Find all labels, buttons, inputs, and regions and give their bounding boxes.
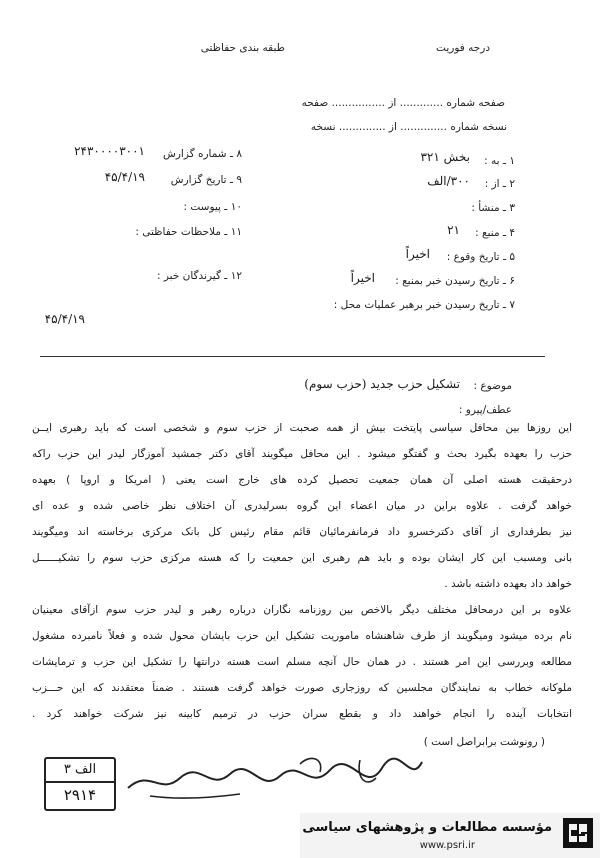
body-line: ملوکانه خطاب به نمایندگان مجلسین که روزجاری صورت خواهد گرفت هستند . ضمناً معتقدند که این حـــزب xyxy=(32,682,572,694)
subject-label: موضوع : xyxy=(473,380,512,392)
bottom-date: ۴۵/۴/۱۹ xyxy=(44,312,85,326)
institute-name: مؤسسه مطالعات و پژوهشهای سیاسی xyxy=(302,820,552,835)
body-line: نام برده میشود ومیگویند از طرف شاهنشاه ماموریت تشکیل این حزب بایشان محول شده و فعلاً نامبرده مشغول xyxy=(32,630,572,642)
page-number-field: صفحه شماره ............. از ................ صفحه xyxy=(301,97,505,109)
institute-url: www.psri.ir xyxy=(419,840,475,851)
origin-label: ۳ ـ منشأ : xyxy=(471,202,515,214)
body-line: خواهد گرفت . علاوه براین در میان اعضاء این گروه بسرلیدری آن اختلاف نظر خاصی شده و عده ای xyxy=(32,500,572,512)
to-label: ۱ ـ به : xyxy=(484,155,515,167)
header-separator xyxy=(40,356,545,357)
report-number-value: ۲۴۳۰۰۰۰۳۰۰۱ xyxy=(74,144,145,158)
report-number-label: ۸ ـ شماره گزارش xyxy=(163,148,242,160)
from-label: ۲ ـ از : xyxy=(484,178,515,190)
stamp-line1: الف ۳ xyxy=(46,759,114,783)
reference-label: عطف/پیرو : xyxy=(458,404,512,416)
stamp-line2: ۲۹۱۴ xyxy=(63,786,97,804)
received-source-value: اخیراً xyxy=(350,271,375,285)
received-source-label: ۶ ـ تاریخ رسیدن خبر بمنبع : xyxy=(395,275,515,287)
recipients-label: ۱۲ ـ گیرندگان خبر : xyxy=(156,270,242,282)
copy-certification-note: ( رونوشت برابراصل است ) xyxy=(423,736,545,748)
institute-logo-icon xyxy=(563,818,593,848)
occurrence-date-label: ۵ ـ تاریخ وقوع : xyxy=(446,251,515,263)
registration-stamp xyxy=(44,757,116,811)
source-label: ۴ ـ منبع : xyxy=(475,227,515,239)
occurrence-date-value: اخیراً xyxy=(405,247,430,261)
body-line: خواهد داد بعهده داشته باشد . xyxy=(444,578,572,590)
handwritten-signature xyxy=(120,748,430,808)
body-line: این روزها بین محافل سیاسی پایتخت بیش از همه صحبت از حزب سوم و شخصی است که باید رهبری ایــن xyxy=(32,422,572,434)
body-line: درحقیقت هسته اصلی آن همان جمعیت تحصیل کرده های خارج است یعنی ( امریکا و اروپا ) بعهده xyxy=(32,474,572,486)
body-line: انتخابات آینده را انجام خواهند داد و بقطع سران حزب در ترمیم کابینه نیز شرکت خواهند کرد . xyxy=(32,708,572,720)
priority-label: درجه فوریت xyxy=(436,42,490,54)
security-notes-label: ۱۱ ـ ملاحظات حفاظتی : xyxy=(135,226,242,238)
report-date-value: ۴۵/۴/۱۹ xyxy=(104,170,145,184)
report-date-label: ۹ ـ تاریخ گزارش xyxy=(170,174,242,186)
body-line: علاوه بر این درمحافل مختلف دیگر بالاخص بین روزنامه نگاران درباره رهبر و لیدر حزب سوم ازآقای معینیان xyxy=(32,604,572,616)
source-value: ۲۱ xyxy=(447,223,460,237)
classification-label: طبقه بندی حفاظتی xyxy=(200,42,285,54)
copy-number-field: نسخه شماره .............. از .............. نسخه xyxy=(310,121,507,133)
to-value: بخش ۳۲۱ xyxy=(420,150,470,164)
body-line: مطالعه وبررسی این امر هستند . در همان حال آنچه مسلم است هسته درانتها را تشکیل این حزب و ترمایشات xyxy=(32,656,572,668)
body-line: بانی ومسبب این کار ایشان بوده و باید هم رهبری این جمعیت را که هسته مرکزی حزب سوم را تشکیــــــل xyxy=(32,552,572,564)
attachment-label: ۱۰ ـ پیوست : xyxy=(183,201,242,213)
subject-value: تشکیل حزب جدید (حزب سوم) xyxy=(304,377,460,391)
body-line: نیز بطرفداری از آقای دکترخسرو داد فرمانفرمائیان قائم مقام رئیس کل بانک مرکزی برخاسته اند ومیگویند xyxy=(32,526,572,538)
received-ops-label: ۷ ـ تاریخ رسیدن خبر برهبر عملیات محل : xyxy=(333,299,515,311)
from-value: ۳۰۰/الف xyxy=(427,174,470,188)
body-line: حزب را بعهده بگیرد بحث و گفتگو میشود . این محافل میگویند آقای دکتر جمشید آموزگار لیدر این حزب راکه xyxy=(32,448,572,460)
